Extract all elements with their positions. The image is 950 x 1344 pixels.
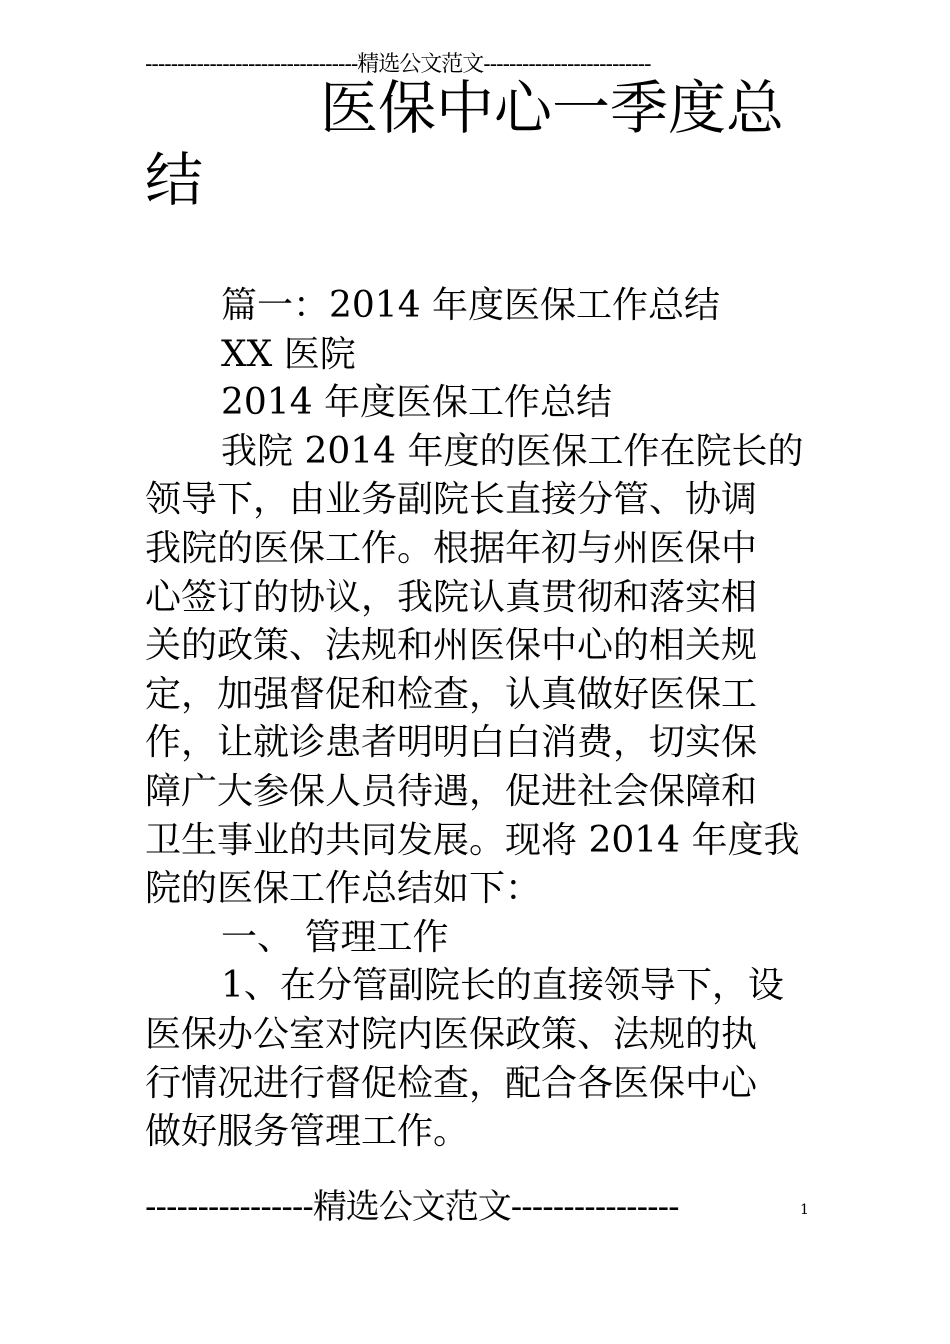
page-footer: ----------------精选公文范文---------------- [145, 1187, 679, 1227]
paragraph-line: 做好服务管理工作。 [145, 1111, 470, 1153]
paragraph-line: 我院的医保工作。根据年初与州医保中 [145, 527, 758, 569]
paragraph-line: 障广大参保人员待遇，促进社会保障和 [145, 770, 758, 812]
page-header: ---------------------------------精选公文范文-------------------------- [145, 52, 651, 77]
title-line-2: 结 [145, 146, 204, 214]
title-line-1: 医保中心一季度总 [320, 74, 785, 142]
paragraph-line: 卫生事业的共同发展。现将 2014 年度我 [145, 819, 800, 861]
paragraph-line: 我院 2014 年度的医保工作在院长的 [221, 430, 804, 472]
paragraph-line: 行情况进行督促检查，配合各医保中心 [145, 1062, 758, 1104]
document-title [145, 72, 815, 216]
document-body [145, 282, 813, 1157]
paragraph-line: 心签订的协议，我院认真贯彻和落实相 [145, 576, 758, 618]
paragraph-line: 领导下，由业务副院长直接分管、协调 [145, 479, 758, 521]
paragraph-line: 1、在分管副院长的直接领导下，设 [221, 965, 784, 1007]
paragraph-line: 院的医保工作总结如下： [145, 868, 542, 910]
paragraph-line: 关的政策、法规和州医保中心的相关规 [145, 625, 758, 667]
paragraph-line: 定，加强督促和检查，认真做好医保工 [145, 673, 758, 715]
section-heading: 篇一：2014 年度医保工作总结 [221, 285, 721, 326]
hospital-name: XX 医院 [221, 333, 356, 375]
page-number: 1 [800, 1202, 809, 1218]
subsection-heading: 一、 管理工作 [221, 916, 449, 958]
paragraph-line: 医保办公室对院内医保政策、法规的执 [145, 1013, 758, 1055]
paragraph-line: 作，让就诊患者明明白白消费，切实保 [145, 722, 758, 764]
report-title: 2014 年度医保工作总结 [221, 382, 613, 424]
